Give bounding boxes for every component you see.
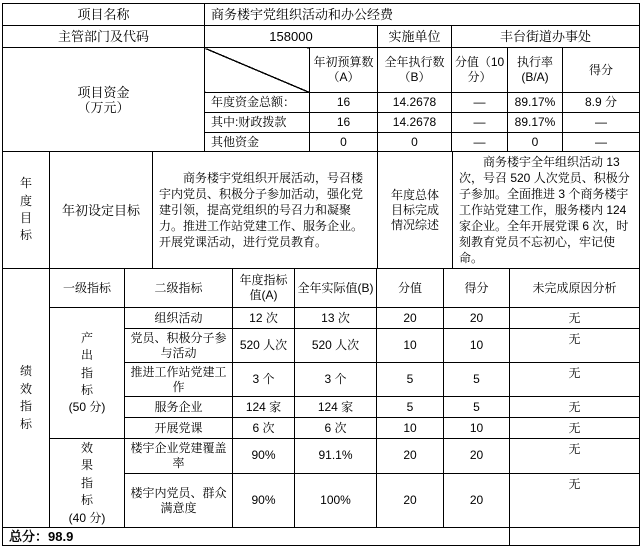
total-score-label: 总分： — [9, 529, 49, 545]
project-name-value: 商务楼宇党组织活动和办公经费 — [205, 4, 640, 26]
fund-row-label: 其他资金 — [205, 133, 310, 152]
indicator-name: 楼宇内党员、群众满意度 — [125, 473, 233, 527]
fund-budget-value: 16 — [310, 113, 378, 133]
indicator-name: 推进工作站党建工作 — [125, 363, 233, 397]
funds-col-score-value: 分值（10分） — [452, 48, 508, 93]
indicator-actual: 91.1% — [295, 439, 377, 474]
indicator-actual: 3 个 — [295, 363, 377, 397]
indicator-name: 党员、积极分子参与活动 — [125, 329, 233, 363]
indicator-score: 10 — [444, 418, 510, 439]
total-score-row — [3, 528, 640, 546]
indicator-reason: 无 — [510, 439, 640, 474]
summary-label: 年度总体目标完成情况综述 — [378, 152, 453, 269]
output-group-label — [50, 308, 125, 439]
fund-score: 8.9 分 — [563, 93, 640, 113]
fund-row-label: 年度资金总额： — [205, 93, 310, 113]
indicator-row — [3, 308, 640, 329]
fund-score: — — [563, 133, 640, 152]
fund-row-label: 其中:财政拨款 — [205, 113, 310, 133]
implementing-unit-value: 丰台街道办事处 — [452, 26, 640, 48]
fund-rate-value: 89.17% — [508, 113, 563, 133]
implementing-unit-label: 实施单位 — [378, 26, 452, 48]
indicator-score: 5 — [444, 397, 510, 418]
funds-section — [2, 47, 640, 152]
fund-rate-value: 89.17% — [508, 93, 563, 113]
annual-goal-section-label — [3, 152, 50, 269]
effect-group-chars: 效果指标 — [80, 441, 93, 508]
funds-section-label-line2: （万元） — [77, 99, 130, 115]
indicator-actual: 13 次 — [295, 308, 377, 329]
perf-col-score-value: 分值 — [377, 269, 444, 308]
indicator-actual: 6 次 — [295, 418, 377, 439]
fund-budget-value: 0 — [310, 133, 378, 152]
indicator-name: 开展党课 — [125, 418, 233, 439]
indicator-score-value: 10 — [377, 418, 444, 439]
indicator-reason: 无 — [510, 397, 640, 418]
total-score-cell — [3, 528, 510, 546]
indicator-score: 20 — [444, 439, 510, 474]
fund-score: — — [563, 113, 640, 133]
department-code-value: 158000 — [205, 26, 378, 48]
indicator-score: 5 — [444, 363, 510, 397]
summary-paragraph: 商务楼宇全年组织活动 13 次，号召 520 人次党员、积极分子参加。全面推进 3 个商务楼宇工作站党建工作，服务楼内 124 家企业。全年开展党课 6 次，时刻教育党员不忘初心，牢记使命。 — [459, 155, 630, 265]
fund-executed-value: 0 — [378, 133, 452, 152]
indicator-score-value: 5 — [377, 363, 444, 397]
indicator-reason: 无 — [510, 363, 640, 397]
performance-header-row — [3, 269, 640, 308]
perf-col-actual: 全年实际值(B) — [295, 269, 377, 308]
output-group-score-label: (50 分) — [68, 400, 106, 415]
project-name-label: 项目名称 — [3, 4, 205, 26]
indicator-target: 3 个 — [233, 363, 295, 397]
perf-col-level1: 一级指标 — [50, 269, 125, 308]
indicator-score-value: 5 — [377, 397, 444, 418]
indicator-score: 20 — [444, 473, 510, 527]
perf-col-score: 得分 — [444, 269, 510, 308]
project-name-row — [3, 4, 640, 26]
total-row-empty-cell — [510, 528, 640, 546]
fund-score-value: — — [452, 133, 508, 152]
indicator-score-value: 20 — [377, 473, 444, 527]
indicator-target: 124 家 — [233, 397, 295, 418]
department-label: 主管部门及代码 — [3, 26, 205, 48]
performance-vertical-text: 绩效指标 — [19, 364, 32, 431]
initial-goal-paragraph: 商务楼宇党组织开展活动，号召楼宇内党员、积极分子参加活动，强化党建引领，提高党组织的号召力和凝聚力。推进工作站党建工作、服务企业。开展党课活动，进行党员教育。 — [159, 171, 364, 249]
indicator-score-value: 20 — [377, 439, 444, 474]
funds-col-executed: 全年执行数（B） — [378, 48, 452, 93]
funds-section-label-line1: 项目资金 — [77, 84, 130, 100]
annual-goal-section — [2, 151, 640, 269]
indicator-score: 10 — [444, 329, 510, 363]
fund-executed-value: 14.2678 — [378, 93, 452, 113]
indicator-reason: 无 — [510, 473, 640, 527]
fund-rate-value: 0 — [508, 133, 563, 152]
indicator-target: 90% — [233, 473, 295, 527]
indicator-row — [3, 439, 640, 474]
funds-section-label — [3, 48, 205, 152]
total-score-value: 98.9 — [48, 529, 74, 545]
annual-goal-vertical-text: 年度目标 — [19, 176, 32, 243]
fund-budget-value: 16 — [310, 93, 378, 113]
initial-goal-text — [153, 152, 378, 269]
performance-section — [2, 268, 640, 546]
indicator-target: 520 人次 — [233, 329, 295, 363]
perf-col-level2: 二级指标 — [125, 269, 233, 308]
performance-section-label — [3, 269, 50, 528]
indicator-reason: 无 — [510, 308, 640, 329]
effect-group-label — [50, 439, 125, 528]
indicator-reason: 无 — [510, 329, 640, 363]
evaluation-table — [2, 3, 639, 546]
indicator-actual: 520 人次 — [295, 329, 377, 363]
fund-score-value: — — [452, 93, 508, 113]
indicator-target: 6 次 — [233, 418, 295, 439]
indicator-actual: 124 家 — [295, 397, 377, 418]
funds-col-score: 得分 — [563, 48, 640, 93]
indicator-reason: 无 — [510, 418, 640, 439]
diagonal-split-cell — [205, 48, 310, 93]
indicator-name: 组织活动 — [125, 308, 233, 329]
indicator-score: 20 — [444, 308, 510, 329]
project-header-section — [2, 3, 640, 48]
indicator-target: 12 次 — [233, 308, 295, 329]
funds-header-row — [3, 48, 640, 93]
funds-col-budget: 年初预算数（A） — [310, 48, 378, 93]
indicator-actual: 100% — [295, 473, 377, 527]
indicator-target: 90% — [233, 439, 295, 474]
indicator-score-value: 20 — [377, 308, 444, 329]
fund-executed-value: 14.2678 — [378, 113, 452, 133]
fund-score-value: — — [452, 113, 508, 133]
indicator-name: 服务企业 — [125, 397, 233, 418]
indicator-score-value: 10 — [377, 329, 444, 363]
effect-group-score-label: (40 分) — [68, 510, 106, 525]
indicator-name: 楼宇企业党建覆盖率 — [125, 439, 233, 474]
perf-col-reason: 未完成原因分析 — [510, 269, 640, 308]
department-row — [3, 26, 640, 48]
perf-col-target: 年度指标值(A) — [233, 269, 295, 308]
initial-goal-label: 年初设定目标 — [50, 152, 153, 269]
annual-goal-row — [3, 152, 640, 269]
output-group-chars: 产出指标 — [80, 330, 93, 397]
summary-text — [453, 152, 640, 269]
funds-col-rate: 执行率(B/A) — [508, 48, 563, 93]
